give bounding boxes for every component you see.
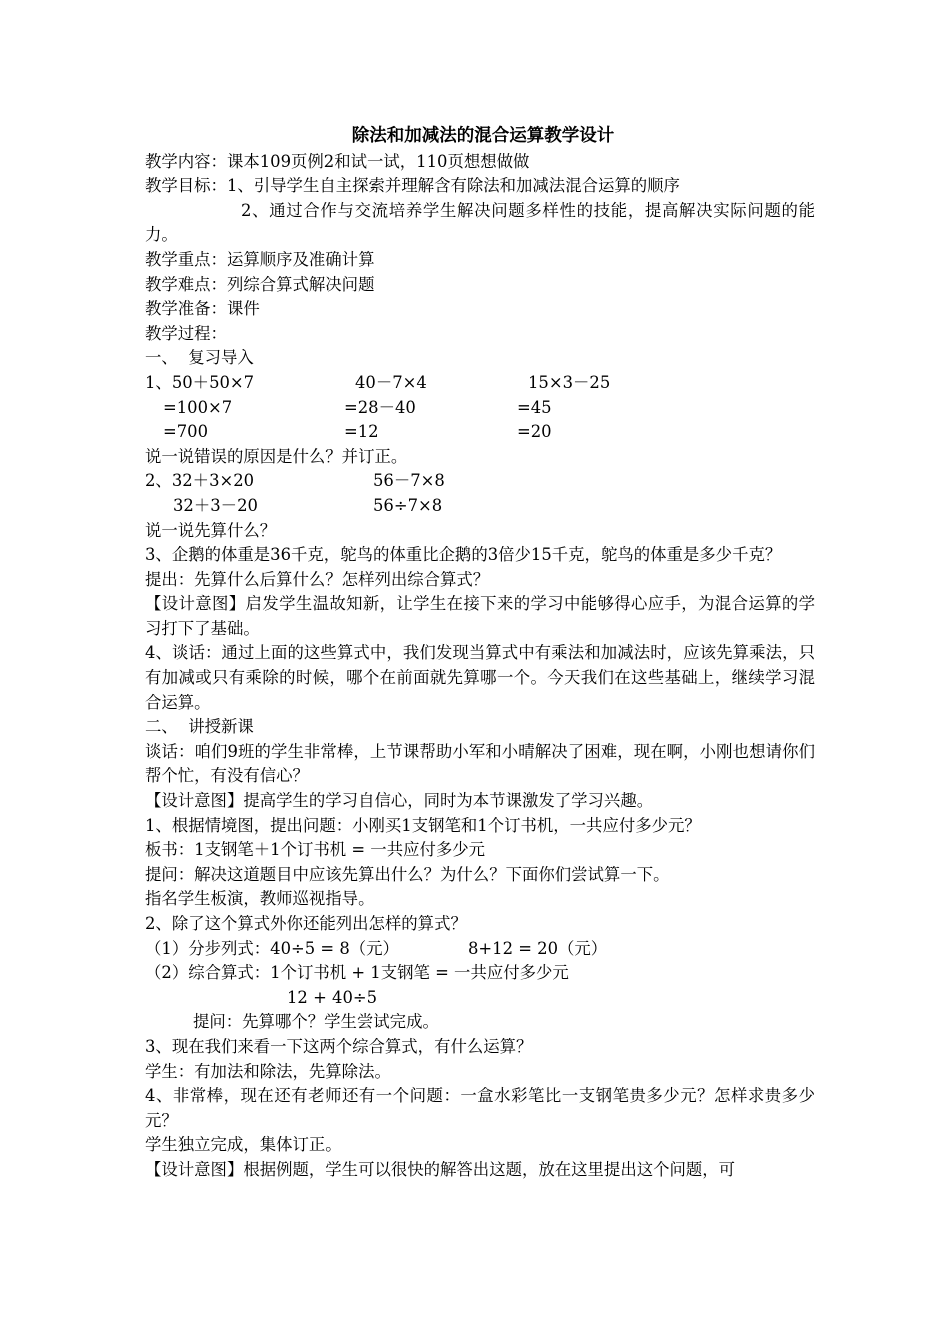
paragraph: 板书：1支钢笔＋1个订书机 = 一共应付多少元 [145,840,486,860]
paragraph: 提出：先算什么后算什么？怎样列出综合算式？ [145,569,490,589]
exercise-row [145,371,815,396]
exercise-cell: 15×3－25 [528,372,611,392]
paragraph: 指名学生板演，教师巡视指导。 [145,889,375,909]
teaching-key-point: 教学重点：运算顺序及准确计算 [145,249,375,269]
paragraph: 学生独立完成，集体订正。 [145,1135,342,1155]
question-text: 说一说先算什么？ [145,520,277,540]
teaching-difficulty: 教学难点：列综合算式解决问题 [145,274,375,294]
exercise-cell: 1、50＋50×7 [145,372,255,392]
exercise-cell: 56÷7×8 [373,495,443,515]
exercise-cell: =100×7 [163,397,233,417]
exercise-cell: 2、32＋3×20 [145,471,255,491]
step-formula-row [145,937,815,962]
section-heading-new-lesson: 二、 讲授新课 [145,717,254,737]
exercise-row [145,469,815,494]
paragraph: 提问：解决这道题目中应该先算出什么？为什么？下面你们尝试算一下。 [145,864,670,884]
design-intent: 【设计意图】提高学生的学习自信心，同时为本节课激发了学习兴趣。 [145,791,654,811]
step-formula: （1）分步列式：40÷5 = 8（元） [145,938,399,958]
exercise-cell: =12 [344,422,379,442]
exercise-cell: 32＋3－20 [173,495,258,515]
teaching-process-label: 教学过程： [145,323,227,343]
question-text: 说一说错误的原因是什么？并订正。 [145,446,408,466]
paragraph: 谈话：咱们9班的学生非常棒，上节课帮助小军和小晴解决了困难，现在啊，小刚也想请你们帮个忙，有没有信心？ [145,741,815,786]
paragraph: 4、非常棒，现在还有老师还有一个问题：一盒水彩笔比一支钢笔贵多少元？怎样求贵多少元？ [145,1086,815,1130]
paragraph: 4、谈话：通过上面的这些算式中，我们发现当算式中有乘法和加减法时，应该先算乘法，只有加减或只有乘除的时候，哪个在前面就先算哪一个。今天我们在这些基础上，继续学习混合运算。 [145,643,815,712]
exercise-cell: 56－7×8 [373,471,445,491]
teaching-content: 教学内容：课本109页例2和试一试，110页想想做做 [145,151,530,171]
paragraph: 3、现在我们来看一下这两个综合算式，有什么运算？ [145,1036,533,1056]
exercise-row [145,494,815,519]
combined-formula: 12 + 40÷5 [287,987,378,1007]
exercise-row [145,396,815,421]
paragraph: 学生：有加法和除法，先算除法。 [145,1061,391,1081]
exercise-cell: =28－40 [344,397,416,417]
teaching-preparation: 教学准备：课件 [145,299,260,319]
step-formula: 8+12 = 20（元） [468,938,608,958]
paragraph: 提问：先算哪个？学生尝试完成。 [193,1012,439,1032]
paragraph: 1、根据情境图，提出问题：小刚买1支钢笔和1个订书机，一共应付多少元？ [145,815,701,835]
paragraph: 3、企鹅的体重是36千克，鸵鸟的体重比企鹅的3倍少15千克，鸵鸟的体重是多少千克？ [145,545,782,565]
combined-formula: （2）综合算式：1个订书机 + 1支钢笔 = 一共应付多少元 [145,963,569,983]
document-page [145,124,815,1183]
teaching-goal-2: 2、通过合作与交流培养学生解决问题多样性的技能，提高解决实际问题的能力。 [145,200,815,245]
design-intent: 【设计意图】启发学生温故知新，让学生在接下来的学习中能够得心应手，为混合运算的学习打下了基础。 [145,594,815,638]
document-title: 除法和加减法的混合运算教学设计 [351,126,615,146]
teaching-goal-1: 教学目标：1、引导学生自主探索并理解含有除法和加减法混合运算的顺序 [145,176,680,196]
section-heading-review: 一、 复习导入 [145,348,254,368]
exercise-cell: =700 [163,422,209,442]
exercise-row [145,420,815,445]
design-intent: 【设计意图】根据例题，学生可以很快的解答出这题，放在这里提出这个问题，可 [145,1159,736,1179]
exercise-cell: =20 [517,422,552,442]
paragraph: 2、除了这个算式外你还能列出怎样的算式？ [145,914,467,933]
exercise-cell: =45 [517,397,552,417]
exercise-cell: 40－7×4 [355,372,427,392]
